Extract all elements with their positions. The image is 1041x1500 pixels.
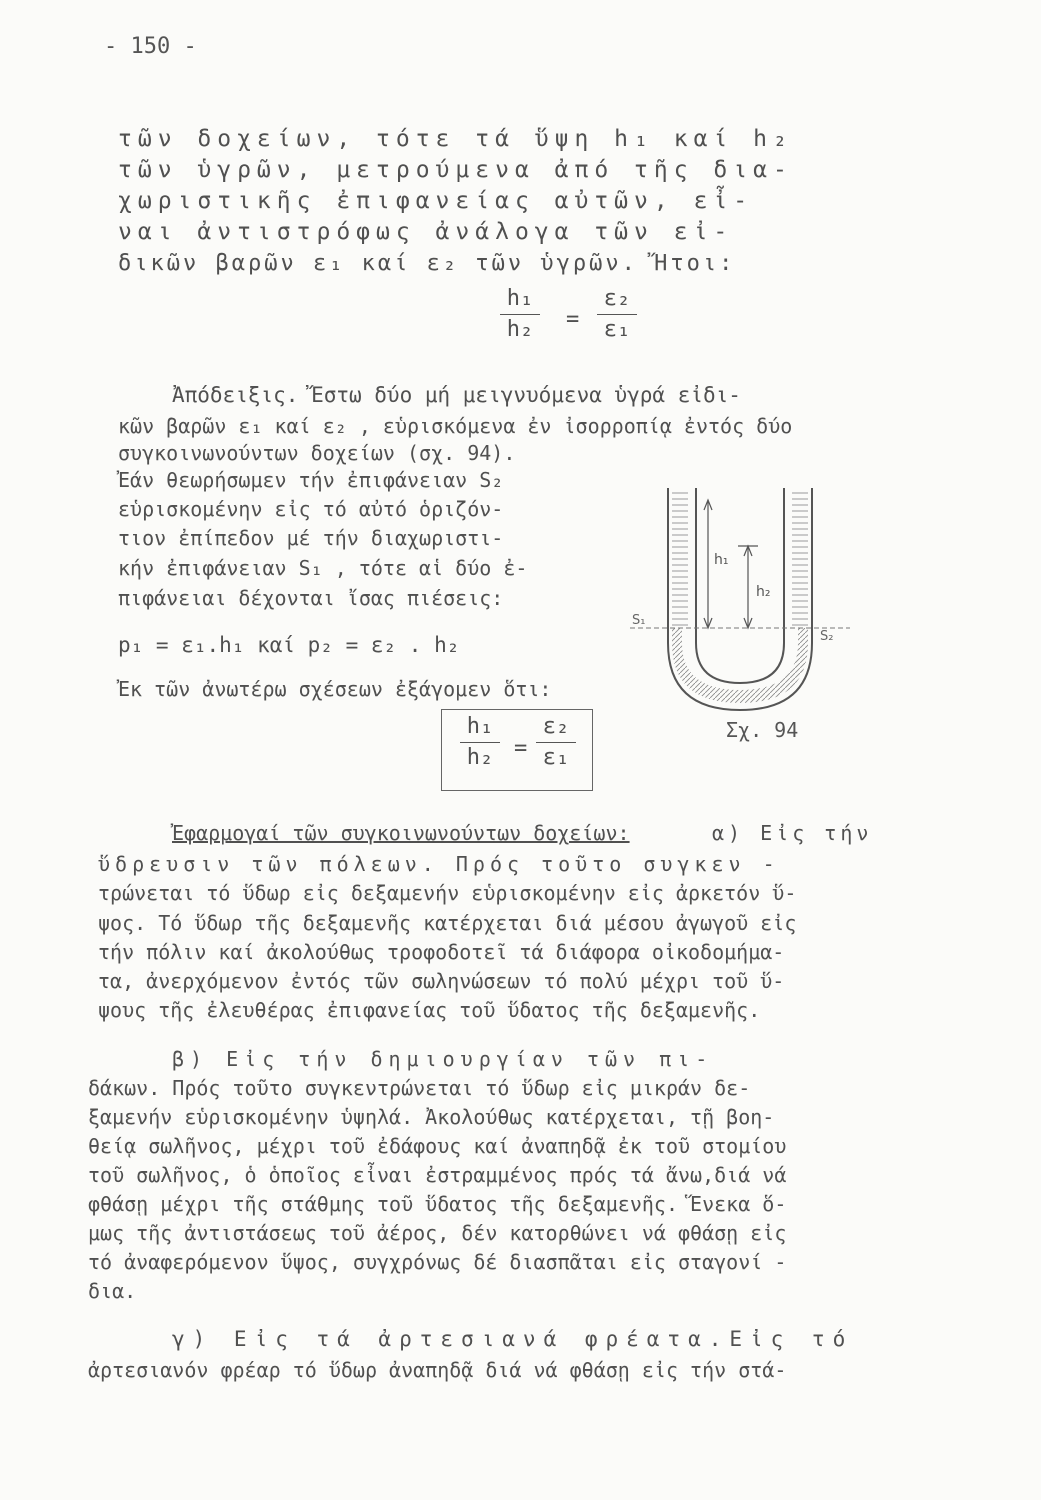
- boxed-formula: [441, 709, 593, 791]
- text-line: τῶν δοχείων, τότε τά ὕψη h₁ καί h₂: [118, 126, 793, 152]
- text-line: μως τῆς ἀντιστάσεως τοῦ ἀέρος, δέν κατορθώνει νά φθάσῃ εἰς: [88, 1221, 787, 1245]
- figure-caption: Σχ. 94: [726, 718, 799, 742]
- text-line: θείᾳ σωλῆνος, μέχρι τοῦ ἐδάφους καί ἀναπηδᾷ ἐκ τοῦ στομίου: [88, 1134, 787, 1158]
- text-line: γ) Εἰς τά ἀρτεσιανά φρέατα.Εἰς τό: [172, 1327, 854, 1351]
- equals-sign: =: [566, 307, 580, 332]
- text-line: συγκοινωνούντων δοχείων (σχ. 94).: [118, 441, 516, 465]
- text-line: ἀρτεσιανόν φρέαρ τό ὕδωρ ἀναπηδᾷ διά νά φθάσῃ εἰς τήν στά-: [88, 1358, 787, 1382]
- text-line: ψους τῆς ἐλευθέρας ἐπιφανείας τοῦ ὕδατος τῆς δεξαμενῆς.: [98, 998, 761, 1022]
- text-line: φθάσῃ μέχρι τῆς στάθμης τοῦ ὕδατος τῆς δεξαμενῆς. Ἕνεκα ὅ-: [88, 1192, 787, 1216]
- text-line: δικῶν βαρῶν ε₁ καί ε₂ τῶν ὑγρῶν. Ἤτοι:: [118, 251, 736, 276]
- text-line: α) Εἰς τήν: [712, 821, 873, 845]
- text-line: τρώνεται τό ὕδωρ εἰς δεξαμενήν εὑρισκομένην εἰς ἀρκετόν ὕ-: [98, 881, 797, 905]
- text-line: εὑρισκομένην εἰς τό αὐτό ὁριζόν-: [118, 497, 504, 521]
- fraction-h1-h2: [500, 286, 540, 343]
- fraction-bar: [460, 742, 500, 743]
- label-s1: S₁: [632, 613, 646, 628]
- text-line: ψος. Τό ὕδωρ τῆς δεξαμενῆς κατέρχεται διά μέσου ἀγωγοῦ εἰς: [98, 911, 797, 935]
- text-line: δάκων. Πρός τοῦτο συγκεντρώνεται τό ὕδωρ εἰς μικράν δε-: [88, 1076, 751, 1100]
- fraction-e2-e1: [536, 714, 576, 771]
- text-line: τοῦ σωλῆνος, ὁ ὁποῖος εἶναι ἐστραμμένος πρός τά ἄνω,διά νά: [88, 1163, 787, 1187]
- denominator: ε₁: [542, 745, 570, 770]
- numerator: ε₂: [603, 286, 631, 311]
- text-line: Ἀπόδειξις. Ἔστω δύο μή μειγνυόμενα ὑγρά εἰδι-: [172, 383, 741, 407]
- denominator: ε₁: [603, 317, 631, 342]
- text-line: κῶν βαρῶν ε₁ καί ε₂ , εὑρισκόμενα ἐν ἰσορροπίᾳ ἐντός δύο: [118, 414, 793, 438]
- label-s2: S₂: [820, 629, 834, 644]
- text-line: τήν πόλιν καί ἀκολούθως τροφοδοτεῖ τά διάφορα οἰκοδομήμα-: [98, 940, 785, 964]
- label-h2: h₂: [756, 584, 771, 600]
- fraction-bar: [500, 314, 540, 315]
- text-line: ὕδρευσιν τῶν πόλεων. Πρός τοῦτο συγκεν -: [98, 852, 780, 876]
- fraction-bar: [597, 314, 637, 315]
- tube-inner-wall: [696, 488, 784, 683]
- pressure-equation: p₁ = ε₁.h₁ καί p₂ = ε₂ . h₂: [118, 633, 460, 657]
- text-line: τό ἀναφερόμενον ὕψος, συγχρόνως δέ διασπᾶται εἰς σταγονί -: [88, 1250, 787, 1274]
- text-line: ναι ἀντιστρόφως ἀνάλογα τῶν εἰ-: [118, 219, 734, 245]
- equals-sign: =: [514, 736, 528, 761]
- fraction-h1-h2: [460, 714, 500, 771]
- lower-liquid: [672, 628, 808, 703]
- fraction-bar: [536, 742, 576, 743]
- numerator: h₁: [506, 286, 534, 311]
- text-line: χωριστικῆς ἐπιφανείας αὐτῶν, εἶ-: [118, 188, 754, 214]
- left-liquid-column: [672, 492, 688, 628]
- u-tube-diagram: [620, 478, 850, 728]
- numerator: ε₂: [542, 714, 570, 739]
- text-line: β) Εἰς τήν δημιουργίαν τῶν πι-: [172, 1047, 714, 1071]
- applications-heading: Ἐφαρμογαί τῶν συγκοινωνούντων δοχείων:: [172, 821, 630, 845]
- numerator: h₁: [466, 714, 494, 739]
- text-line: Ἐάν θεωρήσωμεν τήν ἐπιφάνειαν S₂: [118, 468, 504, 492]
- label-h1: h₁: [714, 552, 729, 568]
- right-liquid-column: [792, 492, 808, 628]
- denominator: h₂: [506, 317, 534, 342]
- text-line: τῶν ὑγρῶν, μετρούμενα ἀπό τῆς δια-: [118, 157, 793, 183]
- text-line: κήν ἐπιφάνειαν S₁ , τότε αἱ δύο ἐ-: [118, 556, 528, 580]
- text-line: τιον ἐπίπεδον μέ τήν διαχωριστι-: [118, 526, 504, 550]
- text-line: πιφάνειαι δέχονται ἴσας πιέσεις:: [118, 586, 504, 610]
- u-tube-figure: [620, 478, 850, 728]
- fraction-e2-e1: [597, 286, 637, 343]
- page-number: - 150 -: [104, 34, 197, 59]
- text-line: δια.: [88, 1279, 137, 1303]
- text-line: τα, ἀνερχόμενον ἐντός τῶν σωληνώσεων τό πολύ μέχρι τοῦ ὕ-: [98, 969, 785, 993]
- text-line: Ἐκ τῶν ἀνωτέρω σχέσεων ἐξάγομεν ὅτι:: [118, 677, 552, 701]
- text-line: ξαμενήν εὑρισκομένην ὑψηλά. Ἀκολούθως κατέρχεται, τῇ βοη-: [88, 1105, 775, 1129]
- denominator: h₂: [466, 745, 494, 770]
